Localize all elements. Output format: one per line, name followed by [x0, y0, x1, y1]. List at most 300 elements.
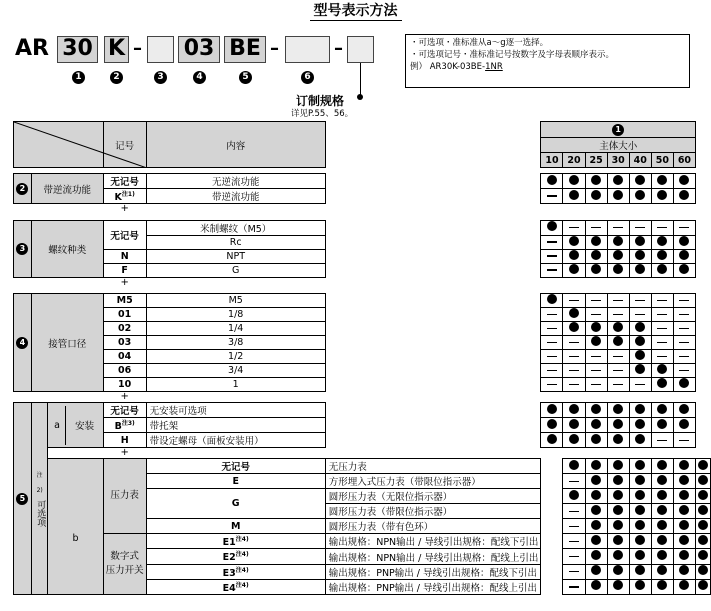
unavailable-mark — [569, 481, 579, 483]
available-mark — [698, 535, 708, 545]
available-mark — [613, 419, 623, 429]
code-box-semi-standard — [285, 36, 330, 63]
gap — [325, 350, 541, 364]
unavailable-mark — [635, 384, 645, 386]
code-box-size: 30 — [57, 36, 98, 63]
availability-cell — [673, 263, 695, 277]
available-mark — [591, 336, 601, 346]
availability-cell — [563, 294, 585, 308]
available-mark — [547, 419, 557, 429]
availability-cell — [651, 364, 673, 378]
availability-cell — [629, 364, 651, 378]
availability-cell — [607, 579, 629, 594]
availability-cell — [541, 249, 563, 263]
gap — [325, 418, 541, 433]
unavailable-mark — [657, 440, 667, 442]
custom-leader-dot — [357, 94, 363, 100]
availability-cell — [673, 579, 695, 594]
model-prefix: AR — [15, 36, 49, 61]
size-header: 50 — [651, 153, 673, 168]
availability-cell — [607, 403, 629, 418]
availability-cell — [629, 579, 651, 594]
spec-row — [14, 308, 711, 322]
availability-cell — [651, 579, 673, 594]
unavailable-mark — [569, 370, 579, 372]
spec-row — [14, 403, 711, 418]
content-cell: 3/4 — [146, 364, 325, 378]
unavailable-mark — [679, 370, 689, 372]
availability-cell — [696, 519, 711, 534]
available-mark — [657, 378, 667, 388]
availability-cell — [673, 294, 695, 308]
availability-cell — [563, 549, 585, 564]
available-mark — [613, 322, 623, 332]
available-mark — [698, 490, 708, 500]
unavailable-mark — [591, 370, 601, 372]
availability-cell — [607, 519, 629, 534]
available-mark — [591, 505, 601, 515]
size-header: 10 — [541, 153, 563, 168]
available-mark — [635, 350, 645, 360]
available-mark — [591, 264, 601, 274]
option-group-label-line: 压力开关 — [105, 565, 144, 577]
gap — [325, 220, 541, 235]
availability-cell — [541, 403, 563, 418]
spec-row — [14, 534, 711, 549]
symbol-text: N — [120, 250, 129, 262]
availability-cell — [541, 220, 563, 235]
unavailable-mark — [547, 328, 557, 330]
symbol-text: 无记号 — [110, 177, 139, 188]
gap — [325, 433, 541, 448]
symbol-cell — [103, 336, 146, 350]
available-mark — [613, 580, 623, 590]
available-mark — [657, 236, 667, 246]
availability-cell — [607, 336, 629, 350]
availability-cell — [585, 459, 607, 474]
availability-cell — [629, 534, 651, 549]
option-group-label-line: 数字式 — [110, 551, 139, 563]
gap — [541, 459, 563, 474]
availability-cell — [607, 220, 629, 235]
available-mark — [657, 520, 667, 530]
spec-row — [14, 220, 711, 235]
available-mark — [591, 250, 601, 260]
availability-cell — [585, 294, 607, 308]
available-mark — [679, 565, 689, 575]
availability-cell — [673, 378, 695, 392]
gap — [325, 189, 541, 204]
availability-cell — [696, 459, 711, 474]
available-mark — [635, 322, 645, 332]
availability-cell — [696, 549, 711, 564]
availability-cell — [541, 174, 563, 189]
section-number-cell — [14, 220, 32, 277]
availability-cell — [585, 189, 607, 204]
available-mark — [635, 580, 645, 590]
content-cell: 输出规格：PNP输出 / 导线引出规格：配线上引出 — [325, 579, 541, 594]
availability-cell — [629, 263, 651, 277]
unavailable-mark — [657, 328, 667, 330]
availability-cell — [585, 235, 607, 249]
unavailable-mark — [679, 300, 689, 302]
availability-cell — [563, 534, 585, 549]
symbol-text: 无记号 — [110, 406, 139, 418]
available-mark — [635, 250, 645, 260]
symbol-text: 无记号 — [110, 230, 139, 242]
available-mark — [591, 460, 601, 470]
availability-cell — [585, 350, 607, 364]
availability-cell — [629, 378, 651, 392]
spec-row — [14, 418, 711, 433]
availability-cell — [607, 308, 629, 322]
availability-cell — [651, 249, 673, 263]
availability-cell — [541, 308, 563, 322]
spec-row — [14, 350, 711, 364]
unavailable-mark — [569, 556, 579, 558]
available-mark — [635, 535, 645, 545]
availability-cell — [651, 235, 673, 249]
symbol-cell — [103, 433, 146, 448]
symbol-text: 03 — [118, 337, 132, 349]
availability-cell — [541, 378, 563, 392]
availability-cell — [651, 220, 673, 235]
gap — [325, 263, 541, 277]
unavailable-mark — [547, 255, 557, 257]
gap — [325, 403, 541, 418]
availability-cell — [607, 174, 629, 189]
availability-cell — [563, 308, 585, 322]
unavailable-mark — [679, 356, 689, 358]
symbol-cell — [103, 418, 146, 433]
availability-cell — [673, 336, 695, 350]
symbol-text: 06 — [118, 365, 132, 377]
option-group-label-text: 压力表 — [110, 490, 139, 502]
available-mark — [569, 236, 579, 246]
symbol-cell — [146, 474, 325, 489]
availability-cell — [651, 294, 673, 308]
availability-cell — [563, 474, 585, 489]
availability-cell — [673, 489, 695, 504]
availability-cell — [541, 294, 563, 308]
availability-cell — [563, 249, 585, 263]
available-mark — [657, 190, 667, 200]
availability-cell — [607, 504, 629, 519]
option-letter: b — [48, 459, 103, 595]
unavailable-mark — [547, 370, 557, 372]
spec-row — [14, 263, 711, 277]
available-mark — [569, 419, 579, 429]
available-mark — [698, 580, 708, 590]
availability-cell — [563, 489, 585, 504]
symbol-text: E1 — [222, 537, 236, 549]
content-cell: G — [146, 263, 325, 277]
available-mark — [591, 419, 601, 429]
gap — [325, 294, 541, 308]
content-cell: 输出规格：PNP输出 / 导线引出规格：配线下引出 — [325, 564, 541, 579]
available-mark — [698, 520, 708, 530]
availability-cell — [563, 364, 585, 378]
symbol-cell — [146, 549, 325, 564]
availability-cell — [629, 564, 651, 579]
availability-cell — [673, 474, 695, 489]
available-mark — [613, 490, 623, 500]
available-mark — [569, 250, 579, 260]
available-mark — [657, 490, 667, 500]
availability-cell — [651, 474, 673, 489]
marker-6: 6 — [301, 71, 314, 84]
availability-cell — [629, 220, 651, 235]
available-mark — [679, 535, 689, 545]
availability-cell — [629, 308, 651, 322]
availability-cell — [651, 308, 673, 322]
available-mark — [591, 175, 601, 185]
availability-cell — [585, 249, 607, 263]
plus-sign: + — [120, 391, 129, 403]
available-mark — [591, 404, 601, 414]
availability-cell — [607, 189, 629, 204]
marker-4: 4 — [193, 71, 206, 84]
spec-row — [14, 364, 711, 378]
available-mark — [613, 475, 623, 485]
available-mark — [613, 404, 623, 414]
option-group-label — [103, 534, 146, 595]
available-mark — [635, 490, 645, 500]
header-group-num — [541, 122, 696, 138]
availability-cell — [585, 519, 607, 534]
spec-table-wrap — [13, 121, 711, 595]
available-mark — [698, 475, 708, 485]
available-mark — [591, 580, 601, 590]
unavailable-mark — [569, 227, 579, 229]
spec-row — [14, 459, 711, 474]
unavailable-mark — [679, 342, 689, 344]
symbol-cell — [103, 322, 146, 336]
availability-cell — [607, 364, 629, 378]
available-mark — [635, 175, 645, 185]
availability-cell — [673, 350, 695, 364]
gap — [325, 122, 541, 168]
custom-spec-label: 订制规格 — [296, 94, 345, 108]
available-mark — [569, 460, 579, 470]
availability-cell — [585, 403, 607, 418]
availability-cell — [607, 474, 629, 489]
header-row — [14, 122, 711, 138]
availability-cell — [629, 322, 651, 336]
available-mark — [635, 336, 645, 346]
content-cell: 3/8 — [146, 336, 325, 350]
availability-cell — [563, 189, 585, 204]
availability-cell — [585, 489, 607, 504]
unavailable-mark — [635, 300, 645, 302]
availability-cell — [541, 322, 563, 336]
available-mark — [591, 535, 601, 545]
unavailable-mark — [613, 370, 623, 372]
available-mark — [657, 580, 667, 590]
availability-cell — [673, 459, 695, 474]
plus-row — [14, 277, 711, 288]
spec-row — [14, 322, 711, 336]
unavailable-mark — [657, 356, 667, 358]
section-label: 接管口径 — [31, 294, 103, 392]
available-mark — [635, 550, 645, 560]
spec-row — [14, 249, 711, 263]
availability-cell — [673, 322, 695, 336]
availability-cell — [541, 263, 563, 277]
availability-cell — [651, 263, 673, 277]
availability-cell — [563, 220, 585, 235]
availability-cell — [673, 189, 695, 204]
available-mark — [591, 434, 601, 444]
code-dash: – — [334, 38, 343, 59]
availability-cell — [585, 364, 607, 378]
available-mark — [613, 460, 623, 470]
availability-cell — [696, 579, 711, 594]
availability-cell — [585, 263, 607, 277]
available-mark — [635, 236, 645, 246]
unavailable-mark — [679, 227, 689, 229]
availability-cell — [607, 249, 629, 263]
available-mark — [679, 419, 689, 429]
availability-cell — [585, 418, 607, 433]
unavailable-mark — [591, 356, 601, 358]
header-symbol: 记号 — [103, 122, 146, 168]
unavailable-mark — [613, 227, 623, 229]
content-cell: 1 — [146, 378, 325, 392]
available-mark — [698, 460, 708, 470]
unavailable-mark — [569, 541, 579, 543]
gap — [541, 534, 563, 549]
gap — [325, 249, 541, 263]
availability-cell — [696, 504, 711, 519]
unavailable-mark — [679, 328, 689, 330]
available-mark — [657, 404, 667, 414]
availability-cell — [673, 534, 695, 549]
available-mark — [591, 550, 601, 560]
marker-5: 5 — [239, 71, 252, 84]
custom-spec-ref: 详见P.55、56。 — [291, 109, 354, 119]
available-mark — [679, 236, 689, 246]
content-cell: Rc — [146, 235, 325, 249]
availability-cell — [563, 504, 585, 519]
available-mark — [657, 250, 667, 260]
availability-cell — [651, 564, 673, 579]
available-mark — [657, 175, 667, 185]
code-dash: – — [270, 38, 279, 59]
unavailable-mark — [613, 300, 623, 302]
section-number: 1 — [612, 124, 624, 136]
available-mark — [679, 490, 689, 500]
spec-table — [13, 121, 711, 595]
symbol-text: M — [230, 520, 241, 532]
unavailable-mark — [657, 227, 667, 229]
availability-cell — [607, 294, 629, 308]
code-box-custom — [347, 36, 374, 63]
available-mark — [657, 419, 667, 429]
availability-cell — [607, 549, 629, 564]
availability-cell — [563, 235, 585, 249]
availability-cell — [651, 174, 673, 189]
section-number: 5 — [16, 493, 28, 505]
availability-cell — [673, 364, 695, 378]
availability-cell — [629, 459, 651, 474]
unavailable-mark — [569, 356, 579, 358]
gap — [541, 579, 563, 594]
gap — [325, 174, 541, 189]
unavailable-mark — [547, 356, 557, 358]
note-ref: 注3) — [121, 420, 135, 428]
unavailable-mark — [547, 384, 557, 386]
plus-row — [14, 204, 711, 215]
availability-cell — [651, 189, 673, 204]
availability-cell — [563, 433, 585, 448]
options-label-cell — [31, 403, 48, 595]
section-number: 3 — [16, 243, 28, 255]
availability-cell — [563, 459, 585, 474]
availability-cell — [651, 489, 673, 504]
unavailable-mark — [547, 241, 557, 243]
available-mark — [698, 550, 708, 560]
available-mark — [613, 190, 623, 200]
available-mark — [679, 404, 689, 414]
gap — [325, 322, 541, 336]
unavailable-mark — [657, 314, 667, 316]
option-label: 安装 — [75, 421, 95, 433]
available-mark — [657, 364, 667, 374]
availability-cell — [607, 350, 629, 364]
code-box-backflow: K — [104, 36, 129, 63]
availability-cell — [585, 474, 607, 489]
available-mark — [657, 505, 667, 515]
available-mark — [679, 520, 689, 530]
availability-cell — [541, 235, 563, 249]
available-mark — [613, 535, 623, 545]
content-cell: 输出规格：NPN输出 / 导线引出规格：配线下引出 — [325, 534, 541, 549]
unavailable-mark — [547, 314, 557, 316]
availability-cell — [629, 474, 651, 489]
symbol-cell — [146, 519, 325, 534]
note-line: ・可选项记号・准标准记号按数字及字母表顺序表示。 — [410, 50, 615, 60]
gap — [541, 519, 563, 534]
symbol-cell — [146, 564, 325, 579]
symbol-cell — [103, 189, 146, 204]
options-label: 可选项 — [35, 500, 46, 528]
header-group-label: 主体大小 — [541, 138, 696, 153]
unavailable-mark — [569, 511, 579, 513]
available-mark — [635, 404, 645, 414]
custom-leader-line — [360, 63, 361, 97]
symbol-text: 04 — [118, 351, 132, 363]
header-content: 内容 — [146, 122, 325, 168]
available-mark — [547, 434, 557, 444]
availability-cell — [585, 504, 607, 519]
available-mark — [569, 404, 579, 414]
availability-cell — [651, 504, 673, 519]
note-line: 例） AR30K-03BE-1NR — [410, 62, 503, 72]
available-mark — [635, 475, 645, 485]
unavailable-mark — [679, 440, 689, 442]
spec-row — [14, 189, 711, 204]
symbol-cell — [103, 263, 146, 277]
availability-cell — [629, 504, 651, 519]
gap — [325, 378, 541, 392]
content-cell: 1/8 — [146, 308, 325, 322]
note-ref: 注4) — [235, 536, 249, 544]
availability-cell — [563, 564, 585, 579]
availability-cell — [629, 235, 651, 249]
available-mark — [591, 190, 601, 200]
available-mark — [657, 460, 667, 470]
